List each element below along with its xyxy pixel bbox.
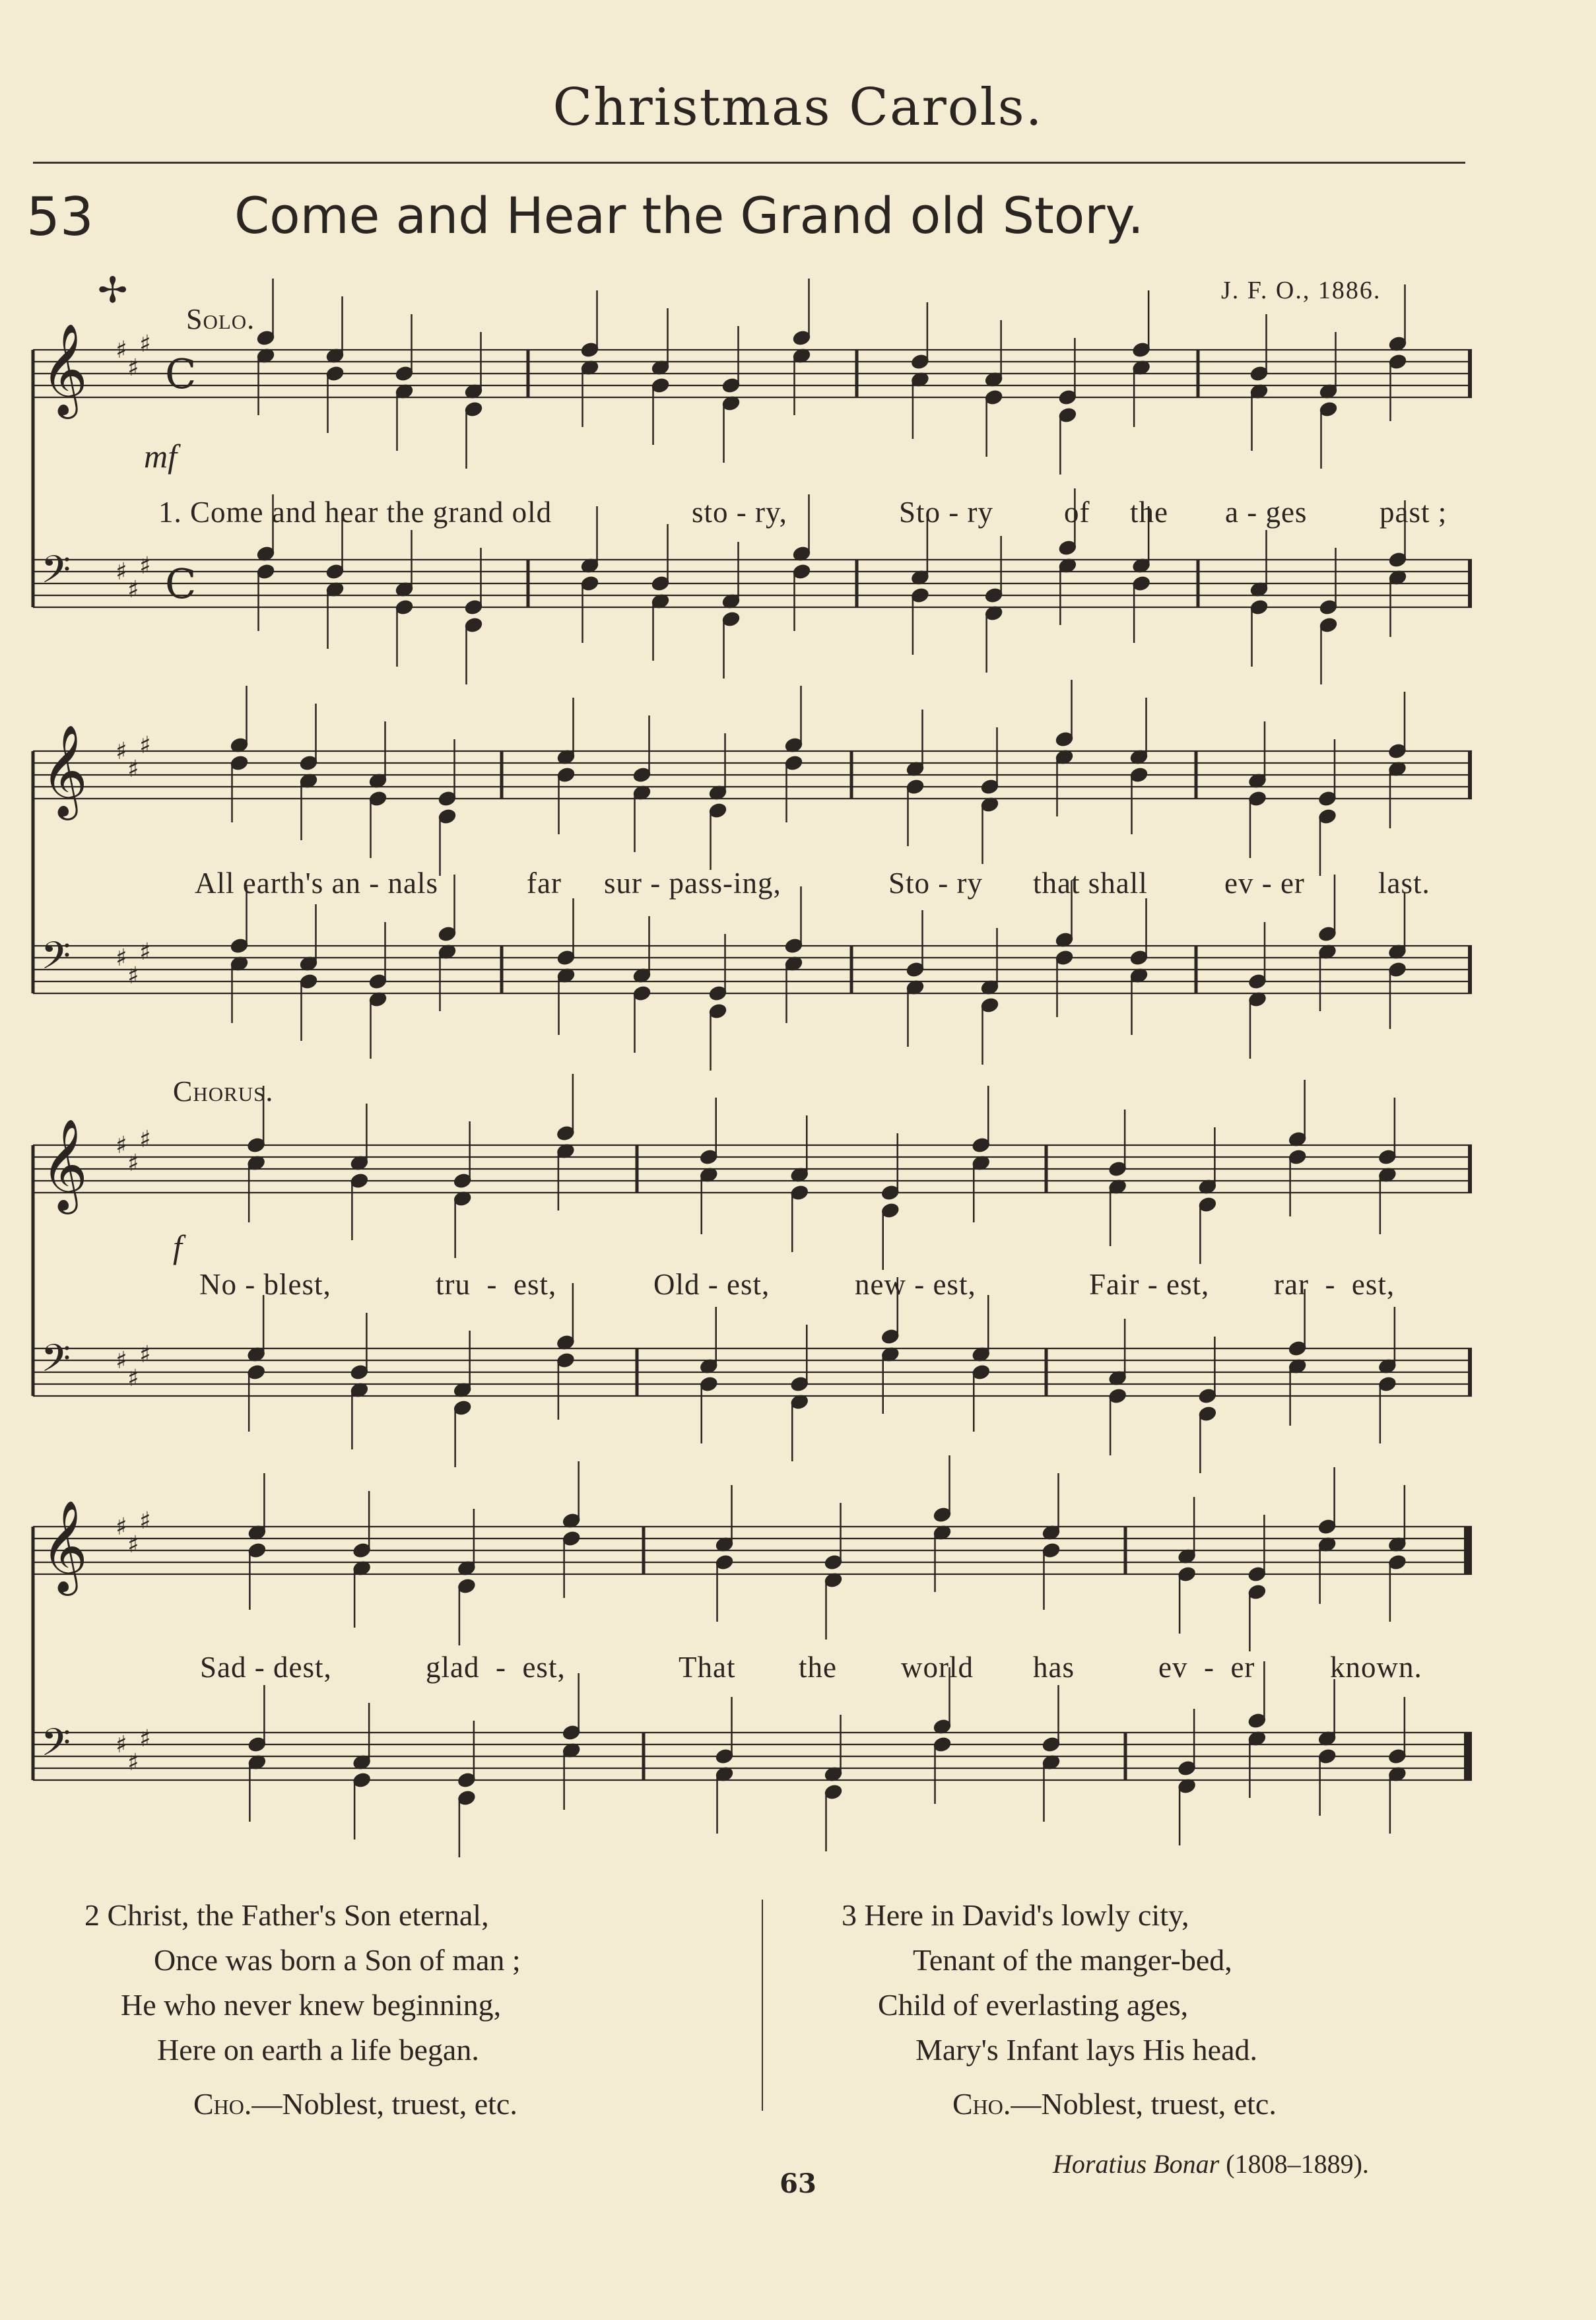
lyric-syllable: Sto - ry (888, 867, 983, 900)
sharp-icon: ♯ (116, 1347, 127, 1374)
lyric-syllable: past ; (1380, 496, 1447, 529)
end-barline (1468, 1145, 1472, 1193)
chorus-ref-text: —Noblest, truest, etc. (1011, 2087, 1277, 2121)
sharp-icon: ♯ (116, 945, 127, 972)
sharp-icon: ♯ (127, 354, 139, 381)
end-barline (1464, 1733, 1472, 1780)
author-dates: (1808–1889). (1226, 2149, 1369, 2179)
lyric-syllable: ev - er (1224, 867, 1305, 900)
verse-line: Christ, the Father's Son eternal, (107, 1898, 489, 1932)
dynamic-f: f (173, 1228, 182, 1265)
hymn-number: 53 (26, 186, 94, 248)
treble-clef-icon: 𝄞 (41, 1500, 88, 1592)
verse-line: Mary's Infant lays His head. (915, 2033, 1257, 2067)
lyric-syllable: Old - est, (653, 1268, 770, 1301)
chorus-ref-text: —Noblest, truest, etc. (251, 2087, 517, 2121)
sharp-icon: ♯ (139, 331, 151, 358)
bass-clef-icon: 𝄢 (41, 547, 71, 601)
end-barline (1468, 350, 1472, 397)
chorus-ref-label: Cho. (952, 2087, 1011, 2121)
lyric-syllable: has (1033, 1651, 1075, 1684)
lyric-syllable: Sad - dest, (200, 1651, 332, 1684)
bass-clef-icon: 𝄢 (41, 1720, 71, 1774)
time-signature: C (165, 560, 197, 608)
verse-line: Once was born a Son of man ; (154, 1943, 521, 1977)
lyric-syllable: Fair - est, (1089, 1268, 1210, 1301)
sharp-icon: ♯ (127, 1749, 139, 1776)
sharp-icon: ♯ (127, 1531, 139, 1558)
sharp-icon: ♯ (139, 732, 151, 759)
verse-divider (762, 1900, 763, 2111)
running-head: Christmas Carols. (552, 78, 1044, 137)
sharp-icon: ♯ (127, 962, 139, 989)
sharp-icon: ♯ (127, 576, 139, 603)
sharp-icon: ♯ (139, 1126, 151, 1153)
sharp-icon: ♯ (116, 1132, 127, 1159)
cross-icon: ✢ (98, 269, 128, 311)
sharp-icon: ♯ (116, 1731, 127, 1758)
treble-clef-icon: 𝄞 (41, 1119, 88, 1210)
composer-attribution: J. F. O., 1886. (1221, 277, 1381, 304)
lyric-syllable: glad - est, (426, 1651, 566, 1684)
sharp-icon: ♯ (139, 1341, 151, 1368)
sharp-icon: ♯ (139, 939, 151, 966)
verse-line: Here in David's lowly city, (864, 1898, 1189, 1932)
verse-number: 2 (84, 1898, 100, 1932)
end-barline (1468, 946, 1472, 993)
lyric-syllable: ev - er (1158, 1651, 1255, 1684)
lyric-syllable: rar - est, (1274, 1268, 1395, 1301)
end-barline (1464, 1527, 1472, 1574)
lyric-syllable: All earth's an - nals (195, 867, 439, 900)
dynamic-mf: mf (144, 438, 177, 475)
sharp-icon: ♯ (127, 1150, 139, 1177)
verse-3 (842, 1893, 1277, 2127)
verse-line: Child of everlasting ages, (878, 1988, 1189, 2022)
lyric-syllable: the (1130, 496, 1168, 529)
verse-2 (84, 1893, 521, 2127)
lyric-syllable: 1. Come and hear the grand old (158, 496, 552, 529)
page-number: 63 (780, 2168, 816, 2199)
lyric-syllable: Sto - ry (899, 496, 993, 529)
sharp-icon: ♯ (116, 337, 127, 364)
lyric-syllable: known. (1330, 1651, 1422, 1684)
lyric-syllable: That (679, 1651, 736, 1684)
sharp-icon: ♯ (139, 1725, 151, 1752)
verse-line: Tenant of the manger-bed, (913, 1943, 1232, 1977)
sharp-icon: ♯ (116, 558, 127, 585)
chorus-label: Chorus. (173, 1075, 274, 1108)
sharp-icon: ♯ (116, 738, 127, 765)
lyric-syllable: far (527, 867, 562, 900)
solo-label: Solo. (186, 303, 255, 335)
verse-line: He who never knew beginning, (121, 1988, 502, 2022)
sharp-icon: ♯ (127, 1365, 139, 1392)
lyric-syllable: the (799, 1651, 837, 1684)
lyric-syllable: tru - est, (436, 1268, 557, 1301)
author-name: Horatius Bonar (1053, 2149, 1220, 2179)
sharp-icon: ♯ (127, 756, 139, 783)
lyric-syllable: new - est, (855, 1268, 976, 1301)
chorus-ref-label: Cho. (193, 2087, 252, 2121)
lyric-syllable: No - blest, (199, 1268, 331, 1301)
lyric-syllable: last. (1378, 867, 1430, 900)
bass-clef-icon: 𝄢 (41, 1336, 71, 1390)
sharp-icon: ♯ (139, 552, 151, 580)
treble-clef-icon: 𝄞 (41, 323, 88, 415)
hymn-title: Come and Hear the Grand old Story. (234, 186, 1144, 245)
lyric-syllable: a - ges (1225, 496, 1308, 529)
bass-clef-icon: 𝄢 (41, 933, 71, 987)
end-barline (1468, 751, 1472, 799)
verse-number: 3 (842, 1898, 857, 1932)
verse-line: Here on earth a life began. (157, 2033, 479, 2067)
lyric-syllable: of (1064, 496, 1090, 529)
lyric-syllable: sur - pass-ing, (604, 867, 781, 900)
lyric-syllable: world (901, 1651, 974, 1684)
sharp-icon: ♯ (116, 1513, 127, 1541)
end-barline (1468, 1348, 1472, 1396)
sharp-icon: ♯ (139, 1508, 151, 1535)
end-barline (1468, 560, 1472, 607)
lyric-syllable: sto - ry, (692, 496, 787, 529)
treble-clef-icon: 𝄞 (41, 725, 88, 816)
lyric-syllable: that shall (1033, 867, 1148, 900)
time-signature: C (165, 350, 197, 398)
